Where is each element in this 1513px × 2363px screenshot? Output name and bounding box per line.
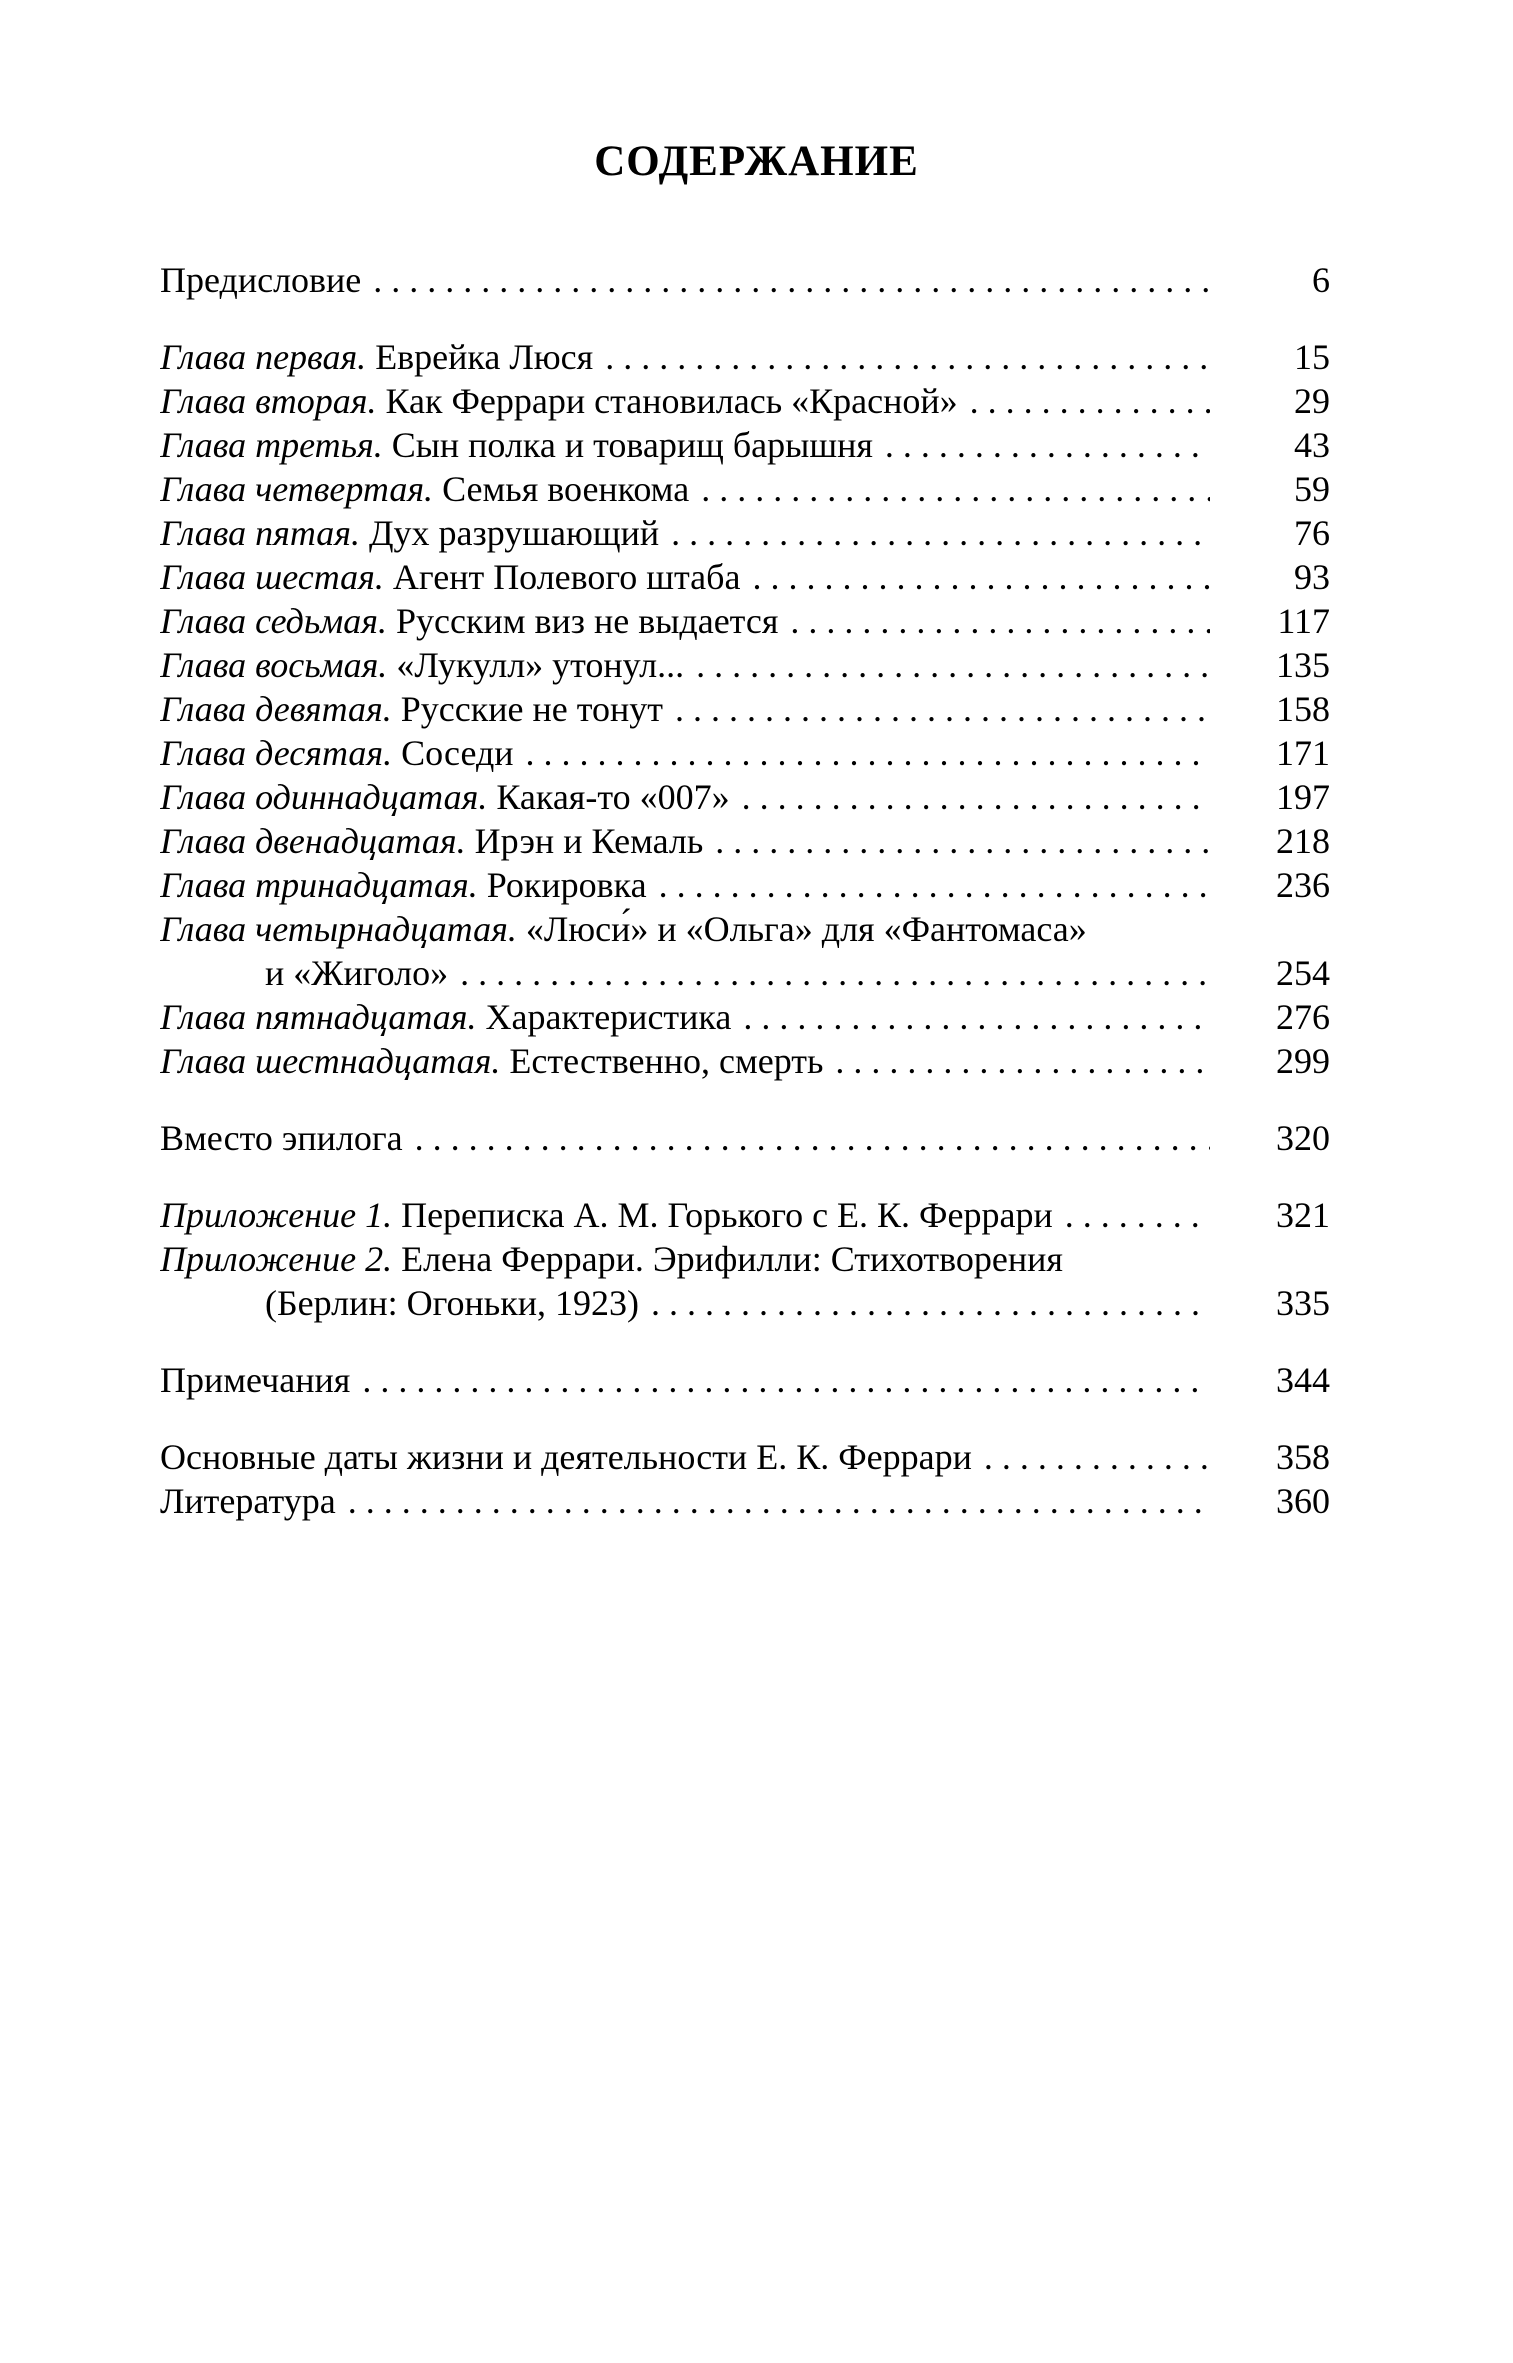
- toc-entry-notes: Примечания . . . 344: [160, 1358, 1330, 1402]
- toc-page-number: 218: [1276, 821, 1330, 861]
- dot-leader: [743, 995, 1210, 1039]
- toc-entry-chapter-4: Глава четвертая. Семья военкома . . . 59: [160, 467, 1330, 511]
- toc-page-number: 276: [1276, 997, 1330, 1037]
- toc-entry-chronology: Основные даты жизни и деятельности Е. К. Феррари . . . 358: [160, 1435, 1330, 1479]
- page-title: СОДЕРЖАНИЕ: [594, 138, 919, 185]
- dot-leader: [659, 863, 1210, 907]
- toc-entry-bibliography: Литература . . . 360: [160, 1479, 1330, 1523]
- dot-leader: [742, 775, 1210, 819]
- toc-page-number: 117: [1277, 601, 1330, 641]
- toc-page-number: 360: [1276, 1481, 1330, 1521]
- dot-leader: [415, 1116, 1210, 1160]
- table-of-contents: [160, 258, 1330, 1523]
- toc-entry-chapter-8: Глава восьмая. «Лукулл» утонул... . . . 135: [160, 643, 1330, 687]
- toc-entry-chapter-13: Глава тринадцатая. Рокировка . . . 236: [160, 863, 1330, 907]
- toc-entry-chapter-15: Глава пятнадцатая. Характеристика . . . 276: [160, 995, 1330, 1039]
- toc-entry-chapter-11: Глава одиннадцатая. Какая-то «007» . . . 197: [160, 775, 1330, 819]
- toc-page-number: 6: [1312, 260, 1330, 300]
- dot-leader: [984, 1435, 1210, 1479]
- toc-page-number: 171: [1276, 733, 1330, 773]
- dot-leader: [651, 1281, 1210, 1325]
- dot-leader: [696, 643, 1210, 687]
- toc-entry-chapter-14: Глава четырнадцатая. «Люси́» и «Ольга» для «Фантомаса»: [160, 909, 1087, 949]
- toc-page-number: 93: [1294, 557, 1330, 597]
- toc-entry-chapter-16: Глава шестнадцатая. Естественно, смерть . . . 299: [160, 1039, 1330, 1083]
- dot-leader: [460, 951, 1210, 995]
- toc-page-number: 158: [1276, 689, 1330, 729]
- dot-leader: [675, 687, 1210, 731]
- dot-leader: [671, 511, 1210, 555]
- toc-entry-chapter-5: Глава пятая. Дух разрушающий . . . 76: [160, 511, 1330, 555]
- toc-entry-chapter-2: Глава вторая. Как Феррари становилась «Красной» . . . 29: [160, 379, 1330, 423]
- toc-entry-epilogue: Вместо эпилога . . . 320: [160, 1116, 1330, 1160]
- toc-page-number: 236: [1276, 865, 1330, 905]
- dot-leader: [348, 1479, 1210, 1523]
- toc-entry-chapter-12: Глава двенадцатая. Ирэн и Кемаль . . . 218: [160, 819, 1330, 863]
- dot-leader: [752, 555, 1210, 599]
- toc-page-number: 29: [1294, 381, 1330, 421]
- toc-page-number: 335: [1276, 1283, 1330, 1323]
- toc-entry-appendix-1: Приложение 1. Переписка А. М. Горького с Е. К. Феррари . . . 321: [160, 1193, 1330, 1237]
- toc-page-number: 135: [1276, 645, 1330, 685]
- toc-page-number: 321: [1276, 1195, 1330, 1235]
- dot-leader: [701, 467, 1210, 511]
- toc-entry-chapter-6: Глава шестая. Агент Полевого штаба . . . 93: [160, 555, 1330, 599]
- toc-page-number: 358: [1276, 1437, 1330, 1477]
- toc-page-number: 76: [1294, 513, 1330, 553]
- toc-page-number: 15: [1294, 337, 1330, 377]
- dot-leader: [373, 258, 1210, 302]
- dot-leader: [605, 335, 1210, 379]
- toc-entry-chapter-7: Глава седьмая. Русским виз не выдается . . . 117: [160, 599, 1330, 643]
- dot-leader: [835, 1039, 1210, 1083]
- dot-leader: [1065, 1193, 1210, 1237]
- toc-entry-preface: Предисловие . . . 6: [160, 258, 1330, 302]
- toc-page-number: 59: [1294, 469, 1330, 509]
- dot-leader: [715, 819, 1210, 863]
- dot-leader: [970, 379, 1210, 423]
- toc-entry-chapter-1: Глава первая. Еврейка Люся . . . 15: [160, 335, 1330, 379]
- dot-leader: [362, 1358, 1210, 1402]
- toc-page-number: 43: [1294, 425, 1330, 465]
- toc-page-number: 197: [1276, 777, 1330, 817]
- dot-leader: [885, 423, 1210, 467]
- toc-entry-chapter-3: Глава третья. Сын полка и товарищ барышня . . . 43: [160, 423, 1330, 467]
- toc-entry-chapter-14-continuation: и «Жиголо» . . . 254: [160, 951, 1330, 995]
- toc-entry-chapter-10: Глава десятая. Соседи . . . 171: [160, 731, 1330, 775]
- toc-page-number: 299: [1276, 1041, 1330, 1081]
- toc-page-number: 320: [1276, 1118, 1330, 1158]
- toc-page-number: 254: [1276, 953, 1330, 993]
- toc-entry-appendix-2-continuation: (Берлин: Огоньки, 1923) . . . 335: [160, 1281, 1330, 1325]
- toc-entry-chapter-9: Глава девятая. Русские не тонут . . . 158: [160, 687, 1330, 731]
- toc-page-number: 344: [1276, 1360, 1330, 1400]
- dot-leader: [526, 731, 1210, 775]
- dot-leader: [790, 599, 1210, 643]
- toc-entry-appendix-2: Приложение 2. Елена Феррари. Эрифилли: Стихотворения: [160, 1239, 1063, 1279]
